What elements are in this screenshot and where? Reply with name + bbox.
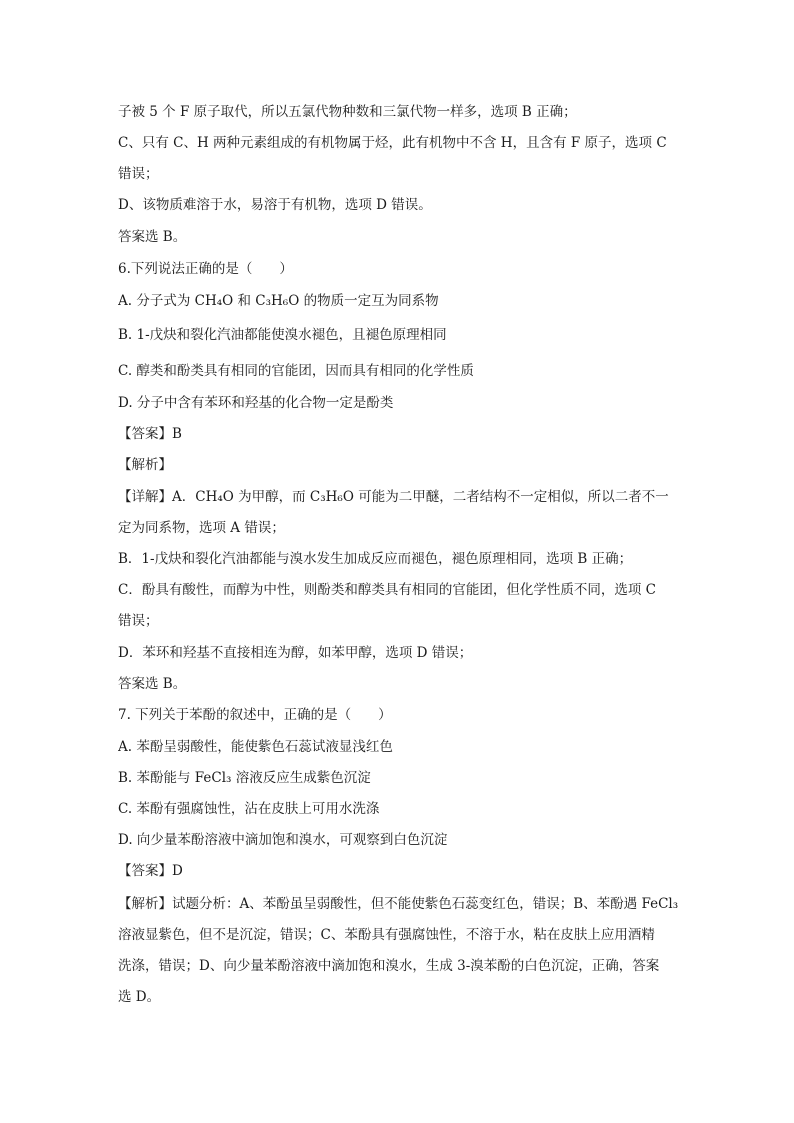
question-6-option-b: B. 1-戊炔和裂化汽油都能使溴水褪色，且褪色原理相同	[118, 327, 447, 343]
text-line: 错误；	[118, 166, 159, 182]
question-6-option-a: A. 分子式为 CH₄O 和 C₃H₆O 的物质一定互为同系物	[118, 293, 439, 309]
text-line: 答案选 B。	[118, 676, 187, 692]
text-line: 【详解】A．CH₄O 为甲醇，而 C₃H₆O 可能为二甲醚，二者结构不一定相似，所以二者不一	[118, 489, 669, 505]
text-line: 错误；	[118, 613, 159, 629]
text-line: 洗涤，错误；D、向少量苯酚溶液中滴加饱和溴水，生成 3-溴苯酚的白色沉淀，正确，答案	[118, 958, 660, 974]
text-line: 定为同系物，选项 A 错误；	[118, 520, 285, 536]
question-7-option-d: D. 向少量苯酚溶液中滴加饱和溴水，可观察到白色沉淀	[118, 832, 448, 848]
answer-label: 【答案】B	[118, 426, 182, 442]
text-line: C、只有 C、H 两种元素组成的有机物属于烃，此有机物中不含 H，且含有 F 原子，选项 C	[118, 135, 667, 151]
text-line: C．酚具有酸性，而醇为中性，则酚类和醇类具有相同的官能团，但化学性质不同，选项 C	[118, 582, 656, 598]
question-6-option-d: D. 分子中含有苯环和羟基的化合物一定是酚类	[118, 395, 394, 411]
answer-label: 【答案】D	[118, 863, 183, 879]
question-6-option-c: C. 醇类和酚类具有相同的官能团，因而具有相同的化学性质	[118, 363, 474, 379]
text-line: 选 D。	[118, 989, 161, 1005]
question-7-stem: 7. 下列关于苯酚的叙述中，正确的是（ ）	[118, 707, 392, 723]
analysis-label: 【解析】	[118, 457, 172, 473]
text-line: D．苯环和羟基不直接相连为醇，如苯甲醇，选项 D 错误；	[118, 645, 473, 661]
question-6-stem: 6.下列说法正确的是（ ）	[118, 261, 293, 277]
question-7-option-c: C. 苯酚有强腐蚀性，沾在皮肤上可用水洗涤	[118, 801, 380, 817]
question-7-option-b: B. 苯酚能与 FeCl₃ 溶液反应生成紫色沉淀	[118, 770, 371, 786]
text-line: 答案选 B。	[118, 229, 187, 245]
text-line: B．1-戊炔和裂化汽油都能与溴水发生加成反应而褪色，褪色原理相同，选项 B 正确；	[118, 551, 633, 567]
text-line: D、该物质难溶于水，易溶于有机物，选项 D 错误。	[118, 197, 432, 213]
question-7-option-a: A. 苯酚呈弱酸性，能使紫色石蕊试液显浅红色	[118, 739, 393, 755]
text-line: 子被 5 个 F 原子取代，所以五氯代物种数和三氯代物一样多，选项 B 正确；	[118, 104, 577, 120]
text-line: 溶液显紫色，但不是沉淀，错误；C、苯酚具有强腐蚀性，不溶于水，粘在皮肤上应用酒精	[118, 927, 655, 943]
text-line: 【解析】试题分析：A、苯酚虽呈弱酸性，但不能使紫色石蕊变红色，错误；B、苯酚遇 FeCl₃	[118, 896, 679, 912]
